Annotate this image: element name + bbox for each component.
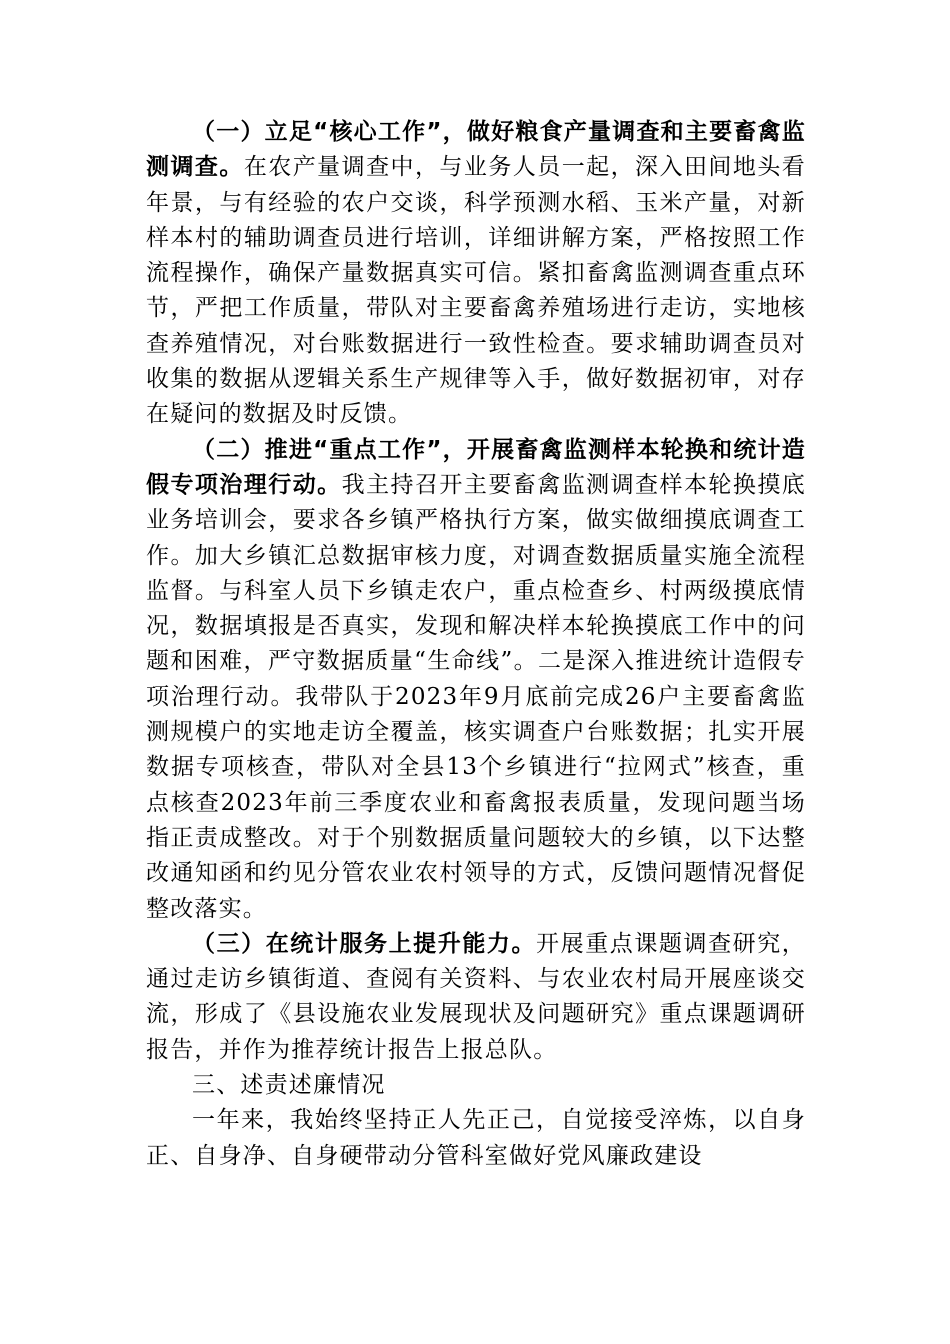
paragraph-sample-rotation	[146, 433, 806, 927]
paragraph-body-2: 我主持召开主要畜禽监测调查样本轮换摸底业务培训会，要求各乡镇严格执行方案，做实做细摸底调查工作。加大乡镇汇总数据审核力度，对调查数据质量实施全流程监督。与科室人员下乡镇走农户，重点检查乡、村两级摸底情况，数据填报是否真实，发现和解决样本轮换摸底工作中的问题和困难，严守数据质量“生命线”。二是深入推进统计造假专项治理行动。我带队于2023年9月底前完成26户主要畜禽监测规模户的实地走访全覆盖，核实调查户台账数据；扎实开展数据专项核查，带队对全县13个乡镇进行“拉网式”核查，重点核查2023年前三季度农业和畜禽报表质量，发现问题当场指正责成整改。对于个别数据质量问题较大的乡镇，以下达整改通知函和约见分管农业农村领导的方式，反馈问题情况督促整改落实。	[146, 471, 806, 922]
paragraph-lead-3: （三）在统计服务上提升能力。	[192, 930, 537, 957]
document-page	[146, 115, 806, 1174]
paragraph-body-3: 开展重点课题调查研究，通过走访乡镇街道、查阅有关资料、与农业农村局开展座谈交流，形成了《县设施农业发展现状及问题研究》重点课题调研报告，并作为推荐统计报告上报总队。	[146, 930, 806, 1063]
paragraph-statistical-service	[146, 927, 806, 1068]
paragraph-lead-1: （一）立足“核心工作”，做好粮食产量调查和主要畜禽监测调查。	[146, 119, 806, 181]
paragraph-grain-livestock-survey	[146, 115, 806, 433]
section-heading: 三、述责述廉情况	[192, 1072, 386, 1099]
closing-paragraph: 一年来，我始终坚持正人先正己，自觉接受淬炼，以自身正、自身净、自身硬带动分管科室做好党风廉政建设	[146, 1107, 806, 1169]
paragraph-lead-2: （二）推进“重点工作”，开展畜禽监测样本轮换和统计造假专项治理行动。	[146, 436, 806, 498]
paragraph-body-1: 在农产量调查中，与业务人员一起，深入田间地头看年景，与有经验的农户交谈，科学预测水稻、玉米产量，对新样本村的辅助调查员进行培训，详细讲解方案，严格按照工作流程操作，确保产量数据真实可信。紧扣畜禽监测调查重点环节，严把工作质量，带队对主要畜禽养殖场进行走访，实地核查养殖情况，对台账数据进行一致性检查。要求辅助调查员对收集的数据从逻辑关系生产规律等入手，做好数据初审，对存在疑问的数据及时反馈。	[146, 154, 806, 428]
